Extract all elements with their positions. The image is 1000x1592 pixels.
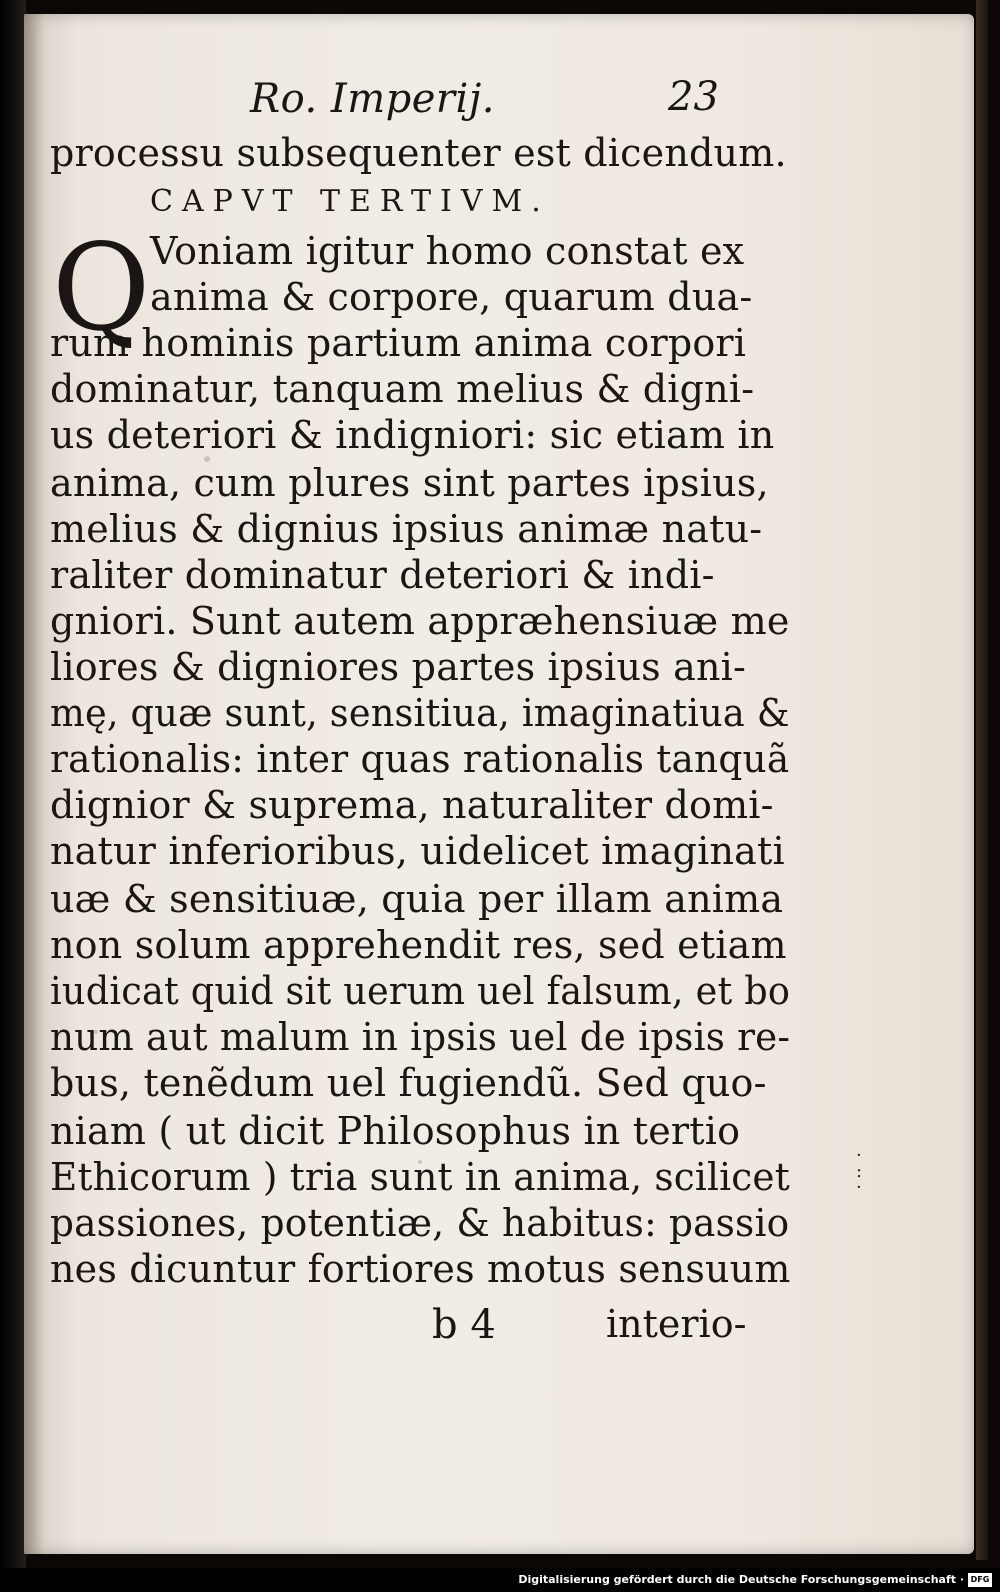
text-line: uæ & sensitiuæ, quia per illam anima — [50, 877, 784, 921]
margin-marks: · : · — [856, 1145, 863, 1198]
book-binding — [0, 0, 26, 1568]
text-line: Voniam igitur homo constat ex — [150, 229, 745, 273]
text-line: raliter dominatur deteriori & indi- — [50, 553, 715, 597]
page-number: 23 — [668, 74, 719, 120]
gutter-shadow — [24, 14, 44, 1554]
drop-cap: Q — [52, 219, 151, 358]
text-line: passiones, potentiæ, & habitus: passio — [50, 1201, 790, 1245]
text-line: gniori. Sunt autem appræhensiuæ me — [50, 599, 790, 643]
catchword: interio- — [606, 1302, 747, 1346]
funding-credit: Digitalisierung gefördert durch die Deutsche Forschungsgemeinschaft · — [518, 1573, 964, 1586]
text-line: us deteriori & indigniori: sic etiam in — [50, 413, 775, 457]
dfg-logo: DFG — [968, 1573, 992, 1587]
page-edge — [976, 0, 988, 1560]
text-line: non solum apprehendit res, sed etiam — [50, 923, 787, 967]
text-line: Ethicorum ) tria sunt in anima, scilicet — [50, 1155, 790, 1199]
first-line: processu subsequenter est dicendum. — [50, 131, 787, 175]
text-line: rationalis: inter quas rationalis tanquã — [50, 737, 790, 781]
text-line: liores & digniores partes ipsius ani- — [50, 645, 747, 689]
text-line: melius & dignius ipsius animæ natu- — [50, 507, 763, 551]
text-line: iudicat quid sit uerum uel falsum, et bo — [50, 969, 791, 1013]
text-line: rum hominis partium anima corpori — [50, 321, 747, 365]
text-line: mę, quæ sunt, sensitiua, imaginatiua & — [50, 691, 790, 735]
text-line: num aut malum in ipsis uel de ipsis re- — [50, 1015, 791, 1059]
signature-mark: b 4 — [432, 1302, 496, 1348]
chapter-heading: CAPVT TERTIVM. — [150, 184, 550, 219]
text-line: nes dicuntur fortiores motus sensuum — [50, 1247, 791, 1291]
text-line: natur inferioribus, uidelicet imaginati — [50, 829, 785, 873]
text-line: dignior & suprema, naturaliter domi- — [50, 783, 774, 827]
text-line: dominatur, tanquam melius & digni- — [50, 367, 755, 411]
text-line: anima & corpore, quarum dua- — [150, 275, 753, 319]
running-head: Ro. Imperij. — [250, 76, 495, 122]
text-line: bus, tenẽdum uel fugiendũ. Sed quo- — [50, 1061, 767, 1105]
text-line: niam ( ut dicit Philosophus in tertio — [50, 1109, 741, 1153]
text-line: anima, cum plures sint partes ipsius, — [50, 461, 769, 505]
